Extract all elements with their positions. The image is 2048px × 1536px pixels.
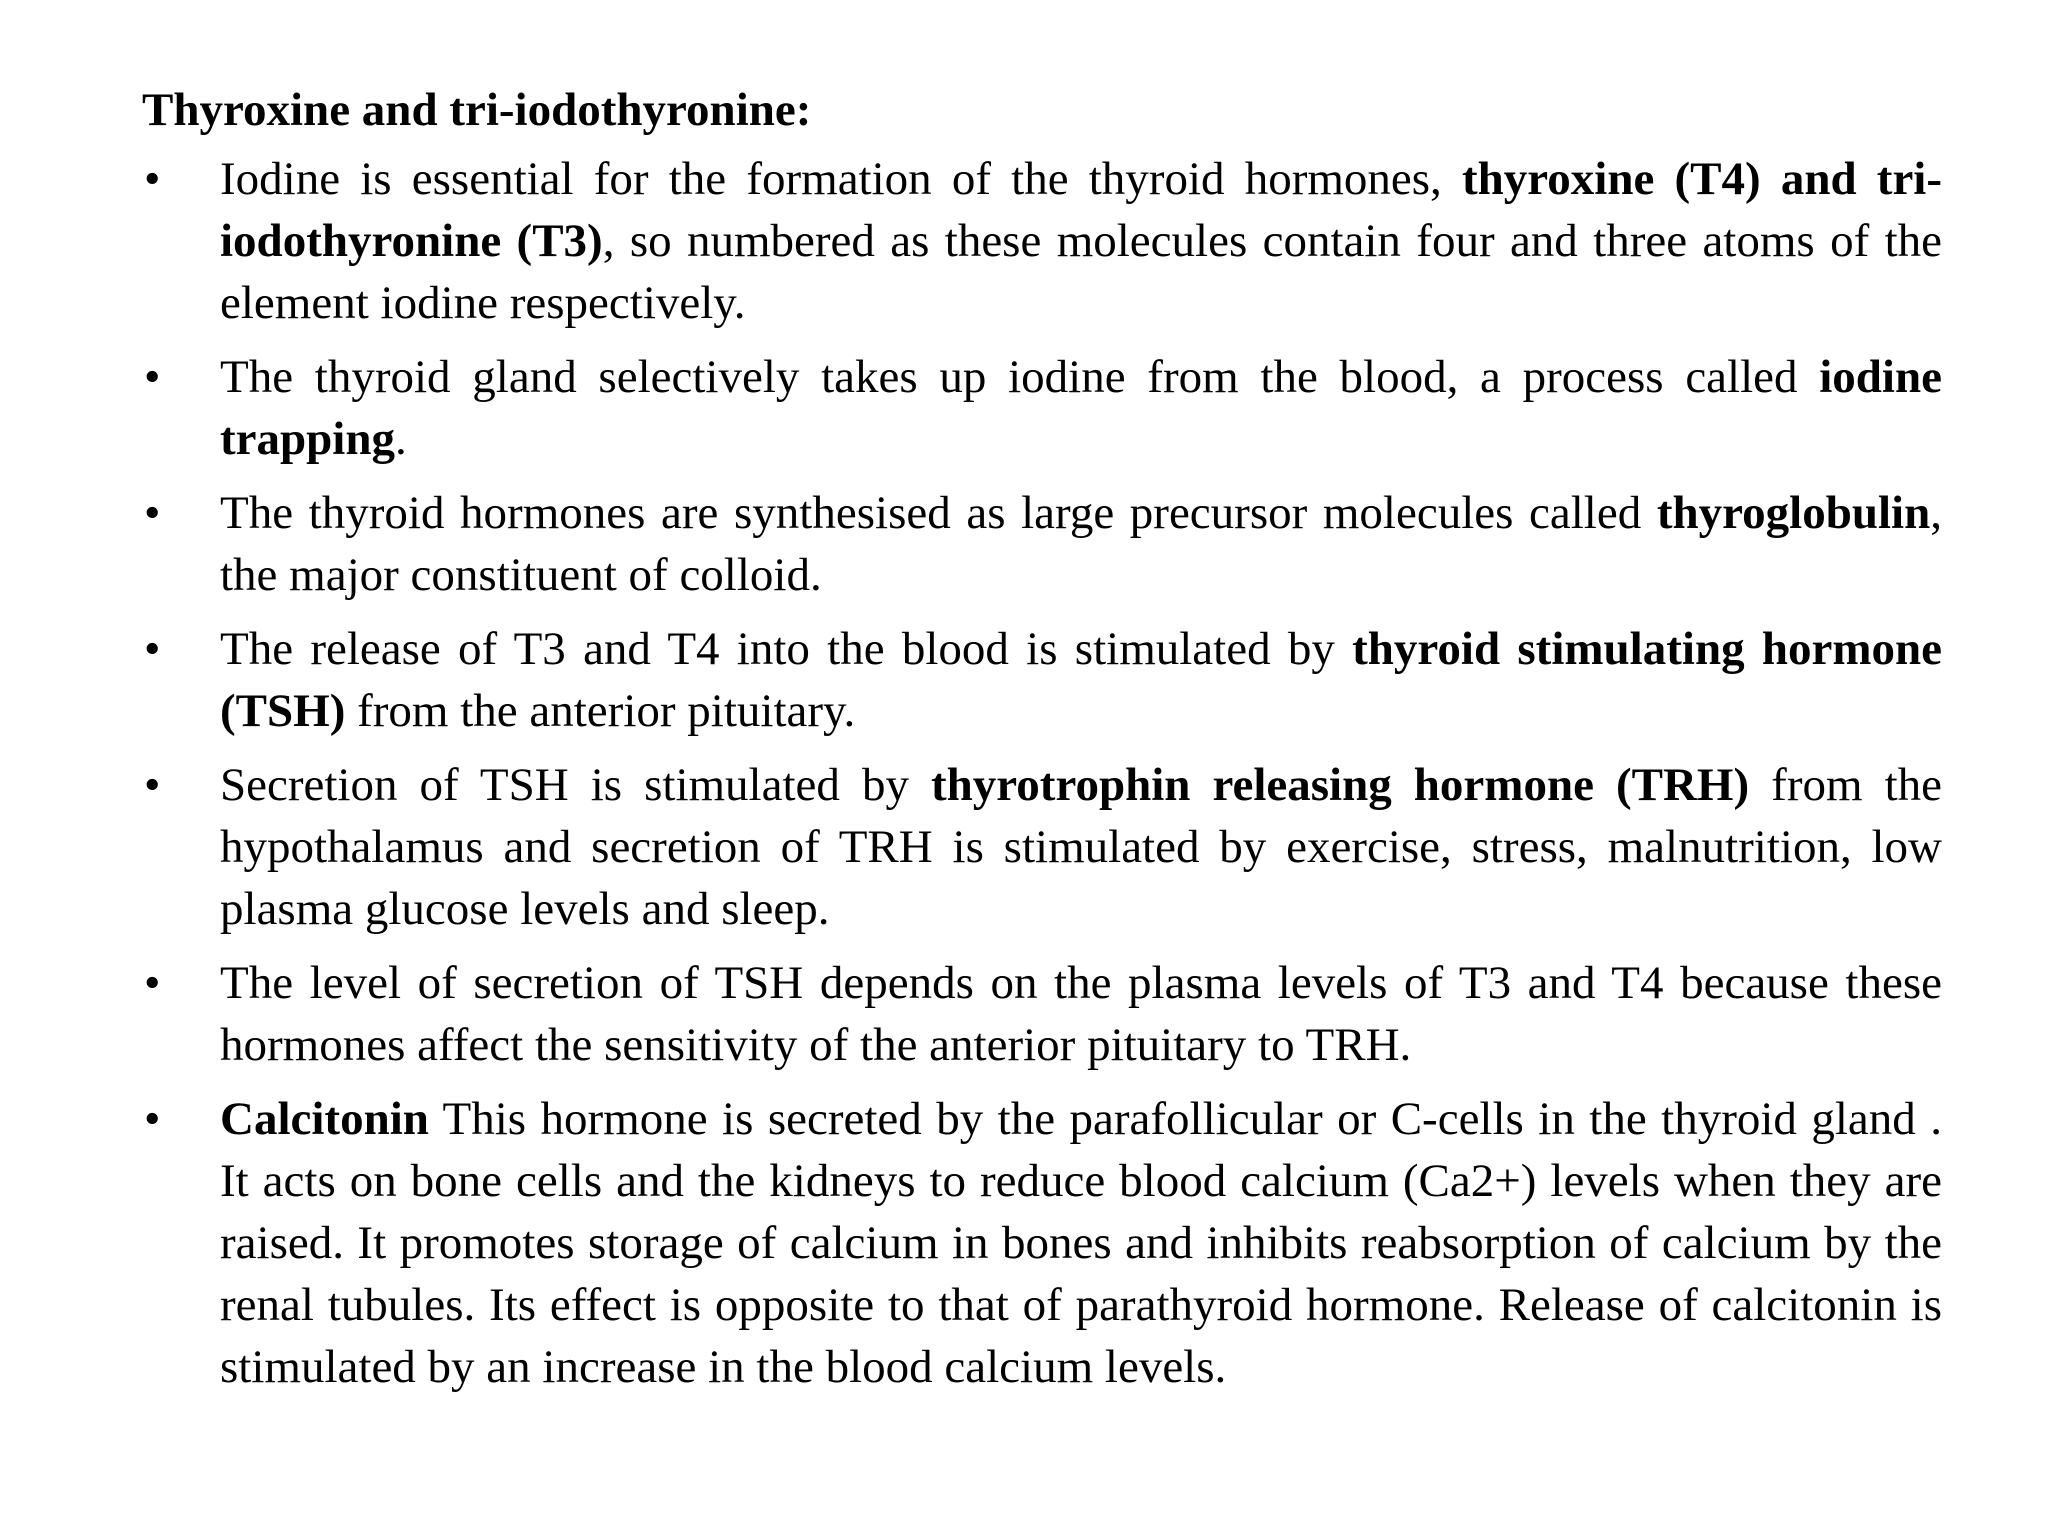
bullet-item — [142, 618, 1942, 742]
bullet-text: The release of T3 and T4 into the blood is stimulated by — [220, 623, 1353, 675]
bullet-item — [142, 148, 1942, 334]
bullet-item — [142, 754, 1942, 940]
bullet-text: . — [395, 413, 407, 465]
bullet-item — [142, 952, 1942, 1076]
bold-term: thyroglobulin — [1656, 487, 1931, 539]
bullet-text: from the hypothalamus and secretion of TRH is stimulated by exercise, stress, malnutrition, low plasma glucose levels and sleep. — [220, 759, 1943, 935]
bullet-text: Iodine is essential for the formation of the thyroid hormones, — [220, 153, 1462, 205]
page-title: Thyroxine and tri-iodothyronine: — [142, 84, 812, 136]
bold-term: thyroxine (T4) and tri-iodothyronine (T3) — [220, 153, 1943, 267]
bullet-dot-icon: • — [144, 759, 161, 811]
bullet-dot-icon: • — [144, 957, 161, 1009]
slide-content — [142, 80, 1942, 1410]
bullet-text: The level of secretion of TSH depends on the plasma levels of T3 and T4 because these hormones affect the sensitivity of the anterior pituitary to TRH. — [220, 957, 1942, 1071]
bullet-dot-icon: • — [144, 351, 161, 403]
bullet-dot-icon: • — [144, 153, 161, 205]
bullet-dot-icon: • — [144, 487, 161, 539]
bold-term: thyrotrophin releasing hormone (TRH) — [930, 759, 1750, 811]
bold-term: iodine trapping — [220, 351, 1942, 465]
bullet-dot-icon: • — [144, 1093, 161, 1145]
bullet-text: This hormone is secreted by the parafollicular or C-cells in the thyroid gland . It acts on bone cells and the kidneys to reduce blood calcium (Ca2+) levels when they are raised. It promotes storage of calcium in bones and inhibits reabsorption of calcium by the renal tubules. Its effect is opposite to that of parathyroid hormone. Release of calcitonin is stimulated by an increase in the blood calcium levels. — [220, 1093, 1942, 1393]
bullet-text: Secretion of TSH is stimulated by — [220, 759, 931, 811]
bullet-text: , so numbered as these molecules contain four and three atoms of the element iodine respectively. — [220, 215, 1942, 329]
bullet-text: from the anterior pituitary. — [345, 685, 856, 737]
bullet-item — [142, 1088, 1942, 1398]
bullet-text: The thyroid hormones are synthesised as large precursor molecules called — [220, 487, 1657, 539]
bullet-text: The thyroid gland selectively takes up iodine from the blood, a process called — [220, 351, 1820, 403]
bullet-text: , the major constituent of colloid. — [220, 487, 1942, 601]
bold-term: Calcitonin — [220, 1093, 429, 1145]
bullet-item — [142, 346, 1942, 470]
bullet-list — [142, 148, 1942, 1398]
bold-term: thyroid stimulating hormone (TSH) — [220, 623, 1942, 737]
bullet-item — [142, 482, 1942, 606]
bullet-dot-icon: • — [144, 623, 161, 675]
